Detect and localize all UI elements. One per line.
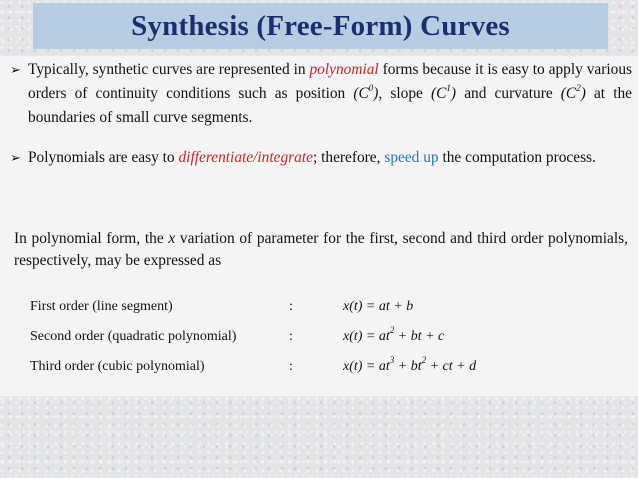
title-bar xyxy=(33,3,608,49)
differentiate-highlight: differentiate/integrate xyxy=(178,149,313,166)
table-row xyxy=(30,326,610,348)
bullet-continuity xyxy=(10,58,632,130)
arrow-bullet-icon: ➢ xyxy=(10,62,21,77)
row-label: Second order (quadratic polynomial) xyxy=(30,329,237,344)
speed-up-highlight: speed up xyxy=(384,149,439,166)
bullet-polynomials xyxy=(10,146,632,170)
row-equation: x(t) = at + b xyxy=(343,299,414,314)
table-row xyxy=(30,356,610,378)
bullet-text: Polynomials are easy to differentiate/integrate; therefore, speed up the computation process. xyxy=(28,149,596,166)
arrow-bullet-icon: ➢ xyxy=(10,150,21,165)
row-colon: : xyxy=(289,299,293,314)
row-label: Third order (cubic polynomial) xyxy=(30,359,205,374)
slide-title: Synthesis (Free-Form) Curves xyxy=(131,9,510,42)
row-label: First order (line segment) xyxy=(30,299,173,314)
table-row xyxy=(30,296,610,318)
bullet-text: Typically, synthetic curves are represented in polynomial forms because it is easy to apply various orders of continuity conditions such as position $(C^0)$, slope $(C^1)$ and curvature $(C^2)$ at the boundaries of small curve segments. xyxy=(28,61,633,126)
row-colon: : xyxy=(289,329,293,344)
row-equation: $x(t) = at^3 + bt^2$ + ct + d xyxy=(343,355,477,374)
row-colon: : xyxy=(289,359,293,374)
polynomial-highlight: polynomial xyxy=(309,61,379,78)
row-equation: $x(t) = at^2$ + bt + c xyxy=(343,325,445,344)
polynomial-paragraph: In polynomial form, the x variation of parameter for the first, second and third order polynomials, respectively, may be expressed as xyxy=(14,230,628,269)
